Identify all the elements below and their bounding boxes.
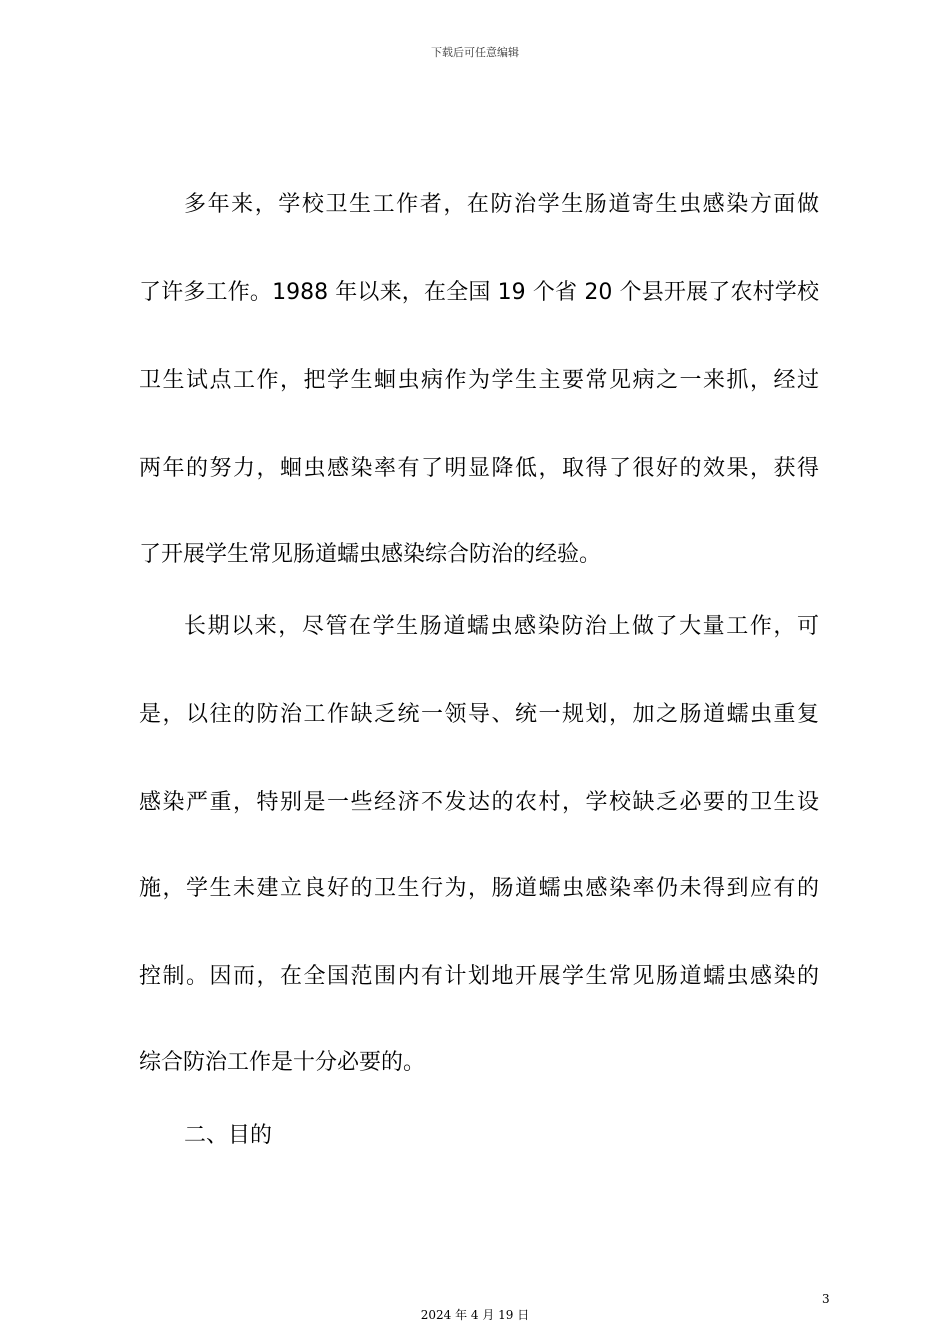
paragraph-line: 卫生试点工作，把学生蛔虫病作为学生主要常见病之一来抓，经过	[139, 368, 819, 393]
paragraph-line: 控制。因而，在全国范围内有计划地开展学生常见肠道蠕虫感染的	[139, 964, 819, 989]
paragraph-line: 长期以来，尽管在学生肠道蠕虫感染防治上做了大量工作，可	[184, 614, 819, 639]
paragraph-line: 综合防治工作是十分必要的。	[139, 1050, 426, 1075]
paragraph-line: 感染严重，特别是一些经济不发达的农村，学校缺乏必要的卫生设	[139, 790, 819, 815]
page-footer-date: 2024 年 4 月 19 日	[420, 1308, 530, 1322]
paragraph-line: 了许多工作。1988 年以来，在全国 19 个省 20 个县开展了农村学校	[139, 280, 819, 305]
paragraph-line: 两年的努力，蛔虫感染率有了明显降低，取得了很好的效果，获得	[139, 456, 819, 481]
paragraph-line: 多年来，学校卫生工作者，在防治学生肠道寄生虫感染方面做	[184, 192, 819, 217]
page-number: 3	[822, 1292, 830, 1306]
paragraph-line: 施，学生未建立良好的卫生行为，肠道蠕虫感染率仍未得到应有的	[139, 876, 819, 901]
paragraph-line: 是，以往的防治工作缺乏统一领导、统一规划，加之肠道蠕虫重复	[139, 702, 819, 727]
paragraph-line: 了开展学生常见肠道蠕虫感染综合防治的经验。	[139, 542, 602, 567]
section-heading: 二、目的	[184, 1123, 273, 1148]
page-header: 下载后可任意编辑	[431, 46, 519, 59]
